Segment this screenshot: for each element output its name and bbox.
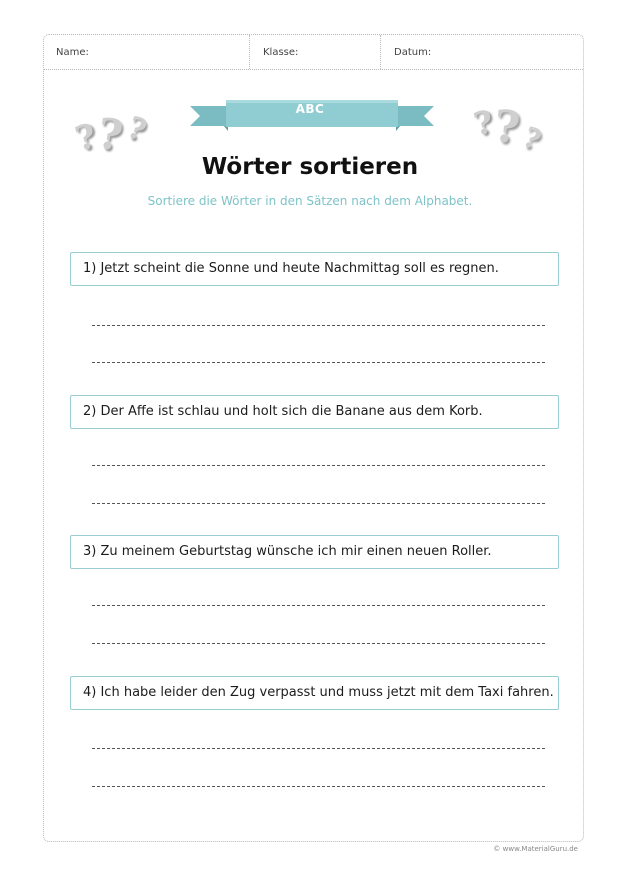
answer-line[interactable]	[92, 362, 545, 363]
header-divider	[249, 35, 250, 69]
exercise-sentence: 2) Der Affe ist schlau und holt sich die Banane aus dem Korb.	[70, 395, 559, 429]
header-divider	[380, 35, 381, 69]
date-label: Datum:	[394, 47, 432, 58]
name-label: Name:	[56, 47, 89, 58]
class-label: Klasse:	[263, 47, 299, 58]
answer-line[interactable]	[92, 503, 545, 504]
exercise-sentence: 4) Ich habe leider den Zug verpasst und muss jetzt mit dem Taxi fahren.	[70, 676, 559, 710]
answer-line[interactable]	[92, 643, 545, 644]
exercise-sentence: 3) Zu meinem Geburtstag wünsche ich mir einen neuen Roller.	[70, 535, 559, 569]
answer-line[interactable]	[92, 786, 545, 787]
answer-line[interactable]	[92, 465, 545, 466]
answer-line[interactable]	[92, 748, 545, 749]
exercise-sentence: 1) Jetzt scheint die Sonne und heute Nachmittag soll es regnen.	[70, 252, 559, 286]
instruction-text: Sortiere die Wörter in den Sätzen nach dem Alphabet.	[147, 194, 473, 208]
banner-label: ABC	[295, 102, 325, 116]
answer-line[interactable]	[92, 325, 545, 326]
header-row	[44, 35, 583, 70]
answer-line[interactable]	[92, 605, 545, 606]
page-title: Wörter sortieren	[201, 154, 419, 180]
copyright-text: © www.MaterialGuru.de	[493, 845, 578, 853]
